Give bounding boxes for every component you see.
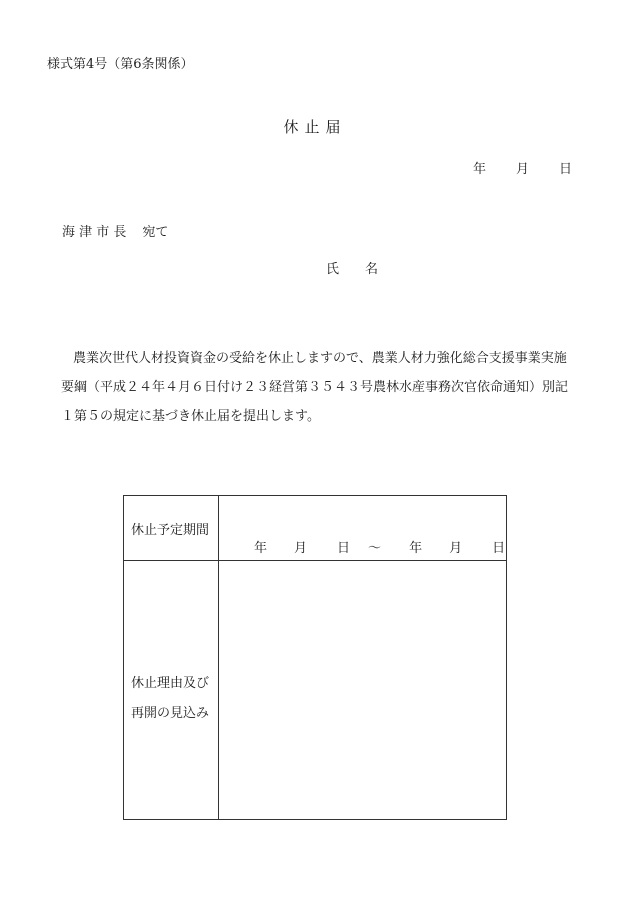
reason-value-cell[interactable] <box>219 561 507 820</box>
name-label-1: 氏 <box>326 262 340 277</box>
reason-row <box>124 561 507 820</box>
reason-label <box>124 561 218 729</box>
body-paragraph <box>61 344 581 431</box>
addressee <box>62 221 168 240</box>
reason-label-line-1: 休止理由及び <box>131 676 210 691</box>
body-line-2: 要綱（平成２４年４月６日付け２３経営第３５４３号農林水産事務次官依命通知）別記 <box>61 380 569 395</box>
name-label-2: 名 <box>365 262 379 277</box>
period-from-day: 日 <box>337 541 351 556</box>
period-label: 休止予定期間 <box>131 523 210 538</box>
addressee-suffix: 宛て <box>142 225 169 240</box>
addressee-city: 海 津 市 長 <box>62 225 127 240</box>
date-day-label: 日 <box>558 162 572 177</box>
period-value-cell[interactable] <box>219 496 507 561</box>
form-number: 様式第4号（第6条関係） <box>47 57 194 72</box>
period-to-year: 年 <box>409 541 423 556</box>
period-value <box>219 496 506 556</box>
period-from-year: 年 <box>254 541 268 556</box>
date-month-label: 月 <box>515 162 529 177</box>
reason-label-cell <box>124 561 219 820</box>
date-year-label: 年 <box>472 162 486 177</box>
period-separator: ～ <box>368 541 382 556</box>
period-to-month: 月 <box>449 541 463 556</box>
submission-date <box>473 158 572 177</box>
reason-label-line-2: 再開の見込み <box>131 706 210 721</box>
document-title: 休止届 <box>283 118 347 136</box>
period-label-cell <box>124 496 219 561</box>
period-row <box>124 496 507 561</box>
suspension-table <box>123 495 507 820</box>
body-line-3: １第５の規定に基づき休止届を提出します。 <box>61 409 320 424</box>
period-from-month: 月 <box>294 541 308 556</box>
period-to-day: 日 <box>492 541 506 556</box>
body-line-1: 農業次世代人材投資資金の受給を休止しますので、農業人材力強化総合支援事業実施 <box>73 351 567 366</box>
applicant-name-field <box>326 258 378 277</box>
